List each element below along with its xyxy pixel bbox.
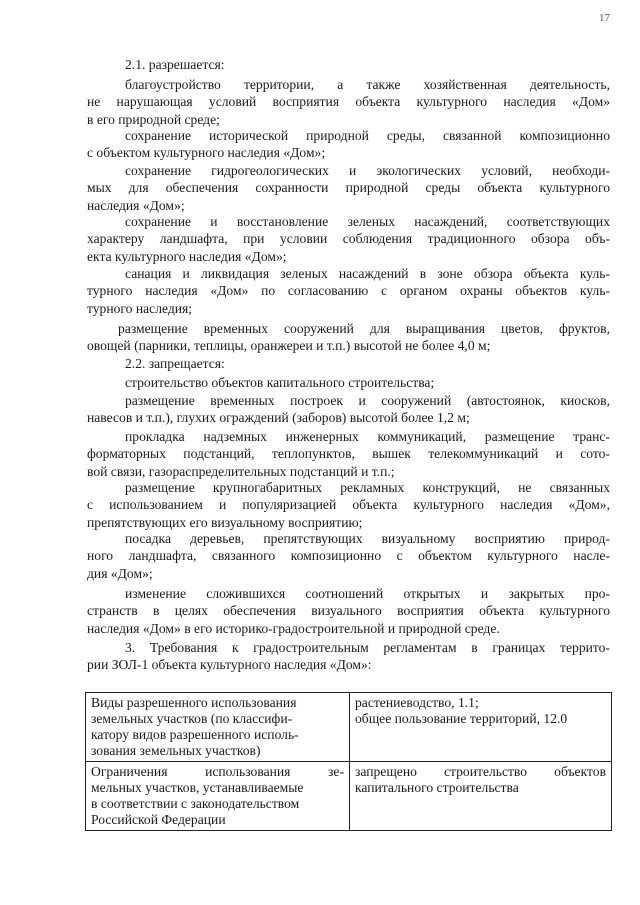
cell-text-line: капитального строительства xyxy=(355,780,519,795)
paragraph-line: прокладка надземных инженерных коммуникаций, размещение транс- xyxy=(125,429,610,444)
cell-text-line: катору видов разрешенного исполь- xyxy=(91,727,299,742)
paragraph-line: с объектом культурного наследия «Дом»; xyxy=(87,145,326,161)
paragraph-line: сохранение и восстановление зеленых насаждений, соответствующих xyxy=(125,214,610,229)
paragraph-line: турного наследия «Дом» по согласованию с органом охраны объектов куль- xyxy=(87,283,610,299)
paragraph-line: форматорных подстанций, теплопунктов, вышек телекоммуникаций и сото- xyxy=(87,446,610,462)
cell-text-line: земельных участков (по классифи- xyxy=(91,711,293,726)
paragraph-line: препятствующих его визуальному восприятию; xyxy=(87,514,363,530)
paragraph-line: навесов и т.п.), глухих ограждений (заборов) высотой более 1,2 м; xyxy=(87,410,470,426)
paragraph-line: изменение сложившихся соотношений открытых и закрытых про- xyxy=(125,586,610,601)
table-cell-label xyxy=(86,693,350,762)
cell-text-line: растениеводство, 1.1; xyxy=(355,695,479,710)
paragraph-line: не нарушающая условий восприятия объекта культурного наследия «Дом» xyxy=(87,94,610,110)
paragraph-line: наследия «Дом»; xyxy=(87,197,185,213)
paragraph-line: строительство объектов капитального строительства; xyxy=(125,375,435,390)
paragraph-line: посадка деревьев, препятствующих визуальному восприятию природ- xyxy=(125,531,610,546)
cell-text-line: Российской Федерации xyxy=(91,812,226,827)
paragraph-line: вой связи, газораспределительных подстанций и т.п.; xyxy=(87,463,395,479)
paragraph-line: странств в целях обеспечения визуального восприятия объекта культурного xyxy=(87,603,610,619)
cell-text-line: Виды разрешенного использования xyxy=(91,695,297,710)
paragraph-line: санация и ликвидация зеленых насаждений в зоне обзора объекта куль- xyxy=(125,266,610,281)
table-row xyxy=(86,693,612,762)
paragraph-line: мых для обеспечения сохранности природной среды объекта культурного xyxy=(87,180,610,196)
table-cell-value xyxy=(350,762,612,831)
paragraph-line: в его природной среде; xyxy=(87,111,220,127)
paragraph-line: размещение временных сооружений для выращивания цветов, фруктов, xyxy=(118,321,610,336)
table-cell-value xyxy=(350,693,612,762)
paragraph-line: овощей (парники, теплицы, оранжереи и т.п.) высотой не более 4,0 м; xyxy=(87,338,491,354)
table-cell-label xyxy=(86,762,350,831)
paragraph-line: 2.1. разрешается: xyxy=(125,57,225,72)
requirements-table xyxy=(85,692,612,831)
paragraph-line: дия «Дом»; xyxy=(87,565,153,581)
paragraph-line: рии ЗОЛ-1 объекта культурного наследия «Дом»: xyxy=(87,657,372,673)
cell-text-line: Ограничения использования зе- xyxy=(91,764,344,779)
table-row xyxy=(86,762,612,831)
paragraph-line: наследия «Дом» в его историко-градостроительной и природной среде. xyxy=(87,620,500,636)
paragraph-line: размещение крупногабаритных рекламных конструкций, не связанных xyxy=(125,480,610,495)
paragraph-line: турного наследия; xyxy=(87,300,193,316)
cell-text-line: зования земельных участков) xyxy=(91,743,261,758)
paragraph-line: 3. Требования к градостроительным регламентам в границах террито- xyxy=(125,640,610,655)
cell-text-line: общее пользование территорий, 12.0 xyxy=(355,711,568,726)
paragraph-line: ного ландшафта, связанного композиционно с объектом культурного насле- xyxy=(87,548,610,564)
paragraph-line: с использованием и популяризацией объекта культурного наследия «Дом», xyxy=(87,497,610,513)
paragraph-line: размещение временных построек и сооружений (автостоянок, киосков, xyxy=(125,393,610,408)
paragraph-line: благоустройство территории, а также хозяйственная деятельность, xyxy=(125,77,610,92)
cell-text-line: мельных участков, устанавливаемые xyxy=(91,780,304,795)
cell-text-line: в соответствии с законодательством xyxy=(91,796,300,811)
paragraph-line: характеру ландшафта, при условии соблюдения традиционного обзора объ- xyxy=(87,231,610,247)
paragraph-line: екта культурного наследия «Дом»; xyxy=(87,248,287,264)
paragraph-line: сохранение исторической природной среды, связанной композиционно xyxy=(125,128,610,143)
page-number: 17 xyxy=(599,12,610,24)
paragraph-line: сохранение гидрогеологических и экологических условий, необходи- xyxy=(125,163,610,178)
cell-text-line: запрещено строительство объектов xyxy=(355,764,606,779)
paragraph-line: 2.2. запрещается: xyxy=(125,356,225,371)
